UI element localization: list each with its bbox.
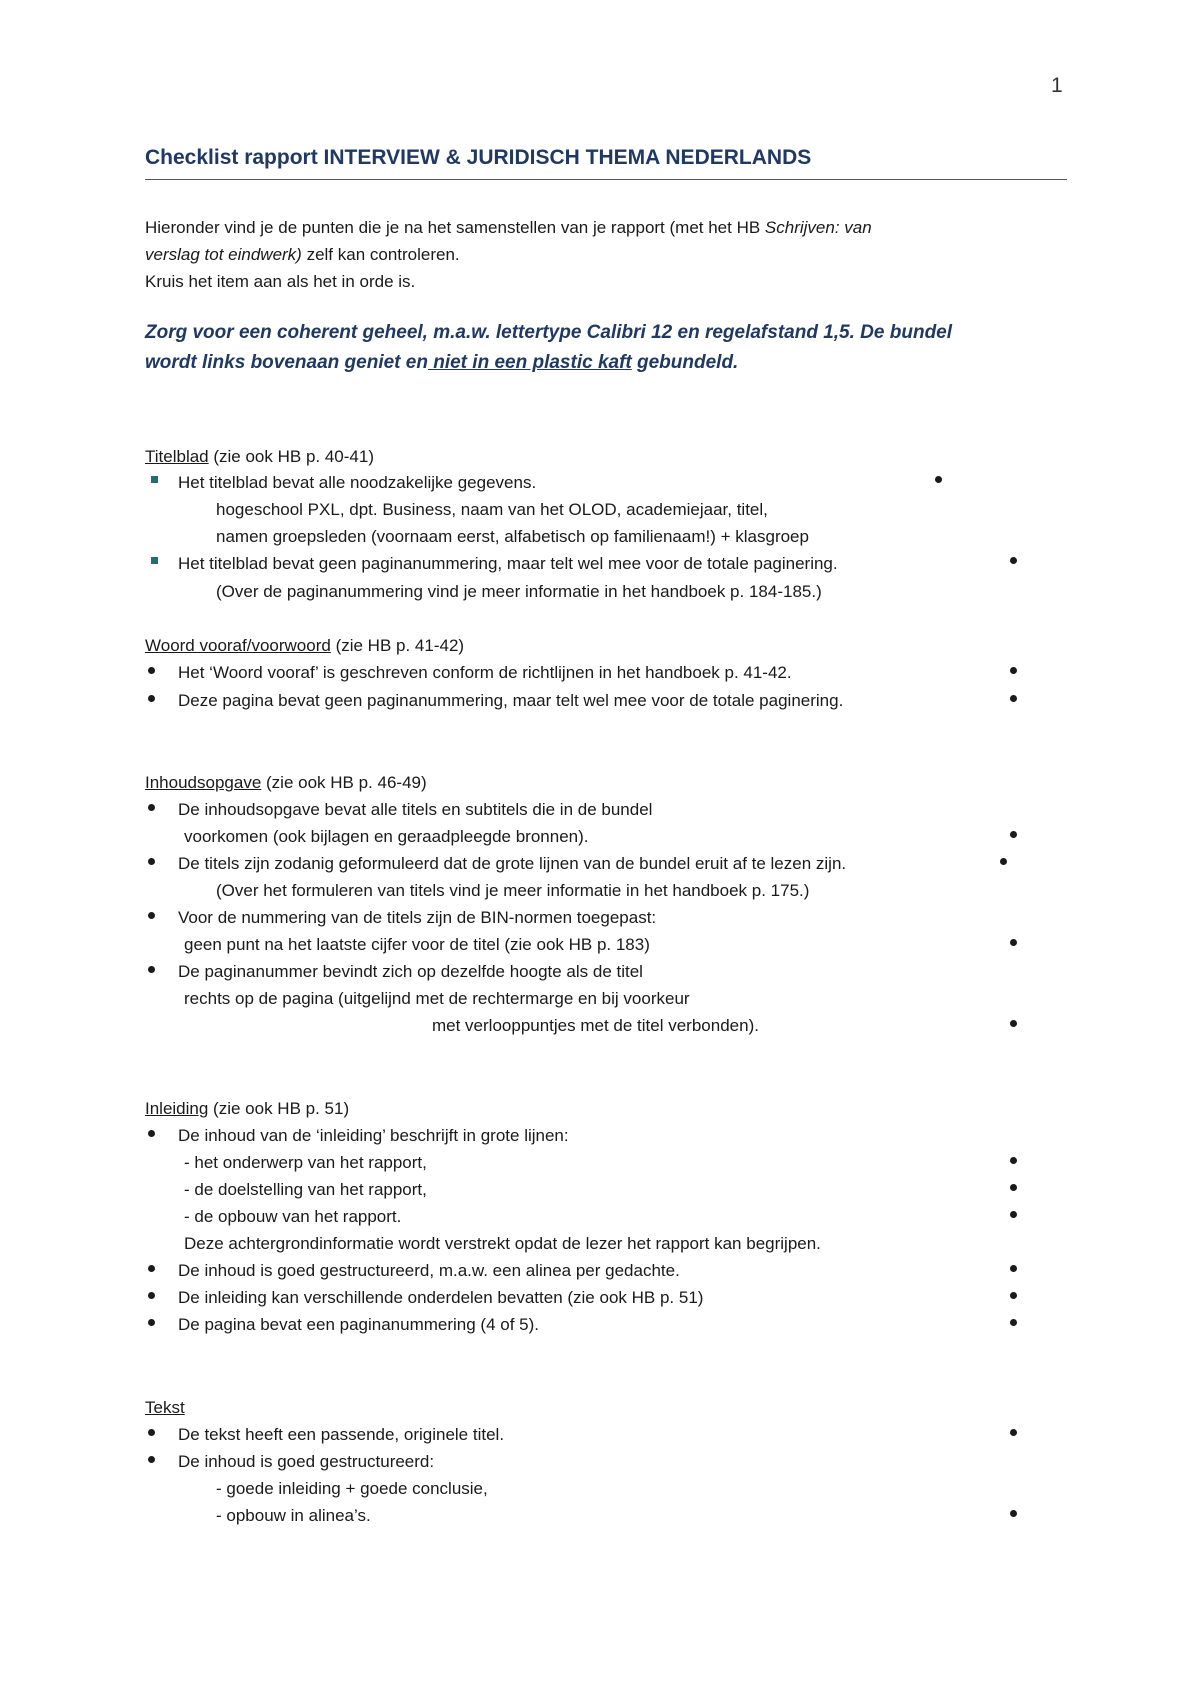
checkbox-dot-icon[interactable] bbox=[1010, 667, 1017, 674]
inleiding-item-3: De inleiding kan verschillende onderdelen bevatten (zie ook HB p. 51) bbox=[178, 1288, 704, 1307]
notice-underlined: niet in een plastic kaft bbox=[427, 352, 632, 373]
section-inleiding-heading bbox=[145, 1095, 349, 1122]
tekst-item-2: De inhoud is goed gestructureerd: bbox=[178, 1452, 435, 1471]
titelblad-item-1-sub-1: hogeschool PXL, dpt. Business, naam van het OLOD, academiejaar, titel, bbox=[216, 500, 768, 519]
bullet-icon bbox=[148, 804, 155, 811]
section-woord-vooraf-heading bbox=[145, 632, 464, 659]
heading-label: Woord vooraf/voorwoord bbox=[145, 636, 331, 655]
checkbox-dot-icon[interactable] bbox=[1010, 1510, 1017, 1517]
notice-line-1: Zorg voor een coherent geheel, m.a.w. lettertype Calibri 12 en regelafstand 1,5. De bundel bbox=[145, 322, 953, 343]
woord-vooraf-item-2: Deze pagina bevat geen paginanummering, maar telt wel mee voor de totale paginering. bbox=[178, 691, 844, 710]
checkbox-dot-icon[interactable] bbox=[1010, 1157, 1017, 1164]
notice-text: wordt links bovenaan geniet en bbox=[145, 352, 428, 373]
notice-text-end: gebundeld. bbox=[631, 352, 739, 373]
bullet-icon bbox=[148, 858, 155, 865]
square-bullet-icon bbox=[151, 476, 158, 483]
inhoudsopgave-item-2: De titels zijn zodanig geformuleerd dat de grote lijnen van de bundel eruit af te lezen zijn. bbox=[178, 854, 847, 873]
inhoudsopgave-item-4: De paginanummer bevindt zich op dezelfde hoogte als de titel bbox=[178, 962, 643, 981]
tekst-item-2-sub-2: - opbouw in alinea’s. bbox=[216, 1506, 371, 1525]
heading-label: Titelblad bbox=[145, 447, 209, 466]
intro-text-cont: zelf kan controleren. bbox=[301, 245, 460, 264]
page-number: 1 bbox=[1051, 74, 1063, 97]
checkbox-dot-icon[interactable] bbox=[1010, 1020, 1017, 1027]
heading-label: Tekst bbox=[145, 1398, 185, 1417]
square-bullet-icon bbox=[151, 557, 158, 564]
inhoudsopgave-item-1-sub: voorkomen (ook bijlagen en geraadpleegde bronnen). bbox=[184, 827, 589, 846]
inleiding-item-4: De pagina bevat een paginanummering (4 of 5). bbox=[178, 1315, 540, 1334]
bullet-icon bbox=[148, 1319, 155, 1326]
section-titelblad-heading bbox=[145, 443, 374, 470]
intro-line-1 bbox=[145, 214, 872, 241]
section-tekst-heading bbox=[145, 1394, 185, 1421]
inleiding-item-1-sub-2: - de doelstelling van het rapport, bbox=[184, 1180, 427, 1199]
titelblad-item-1: Het titelblad bevat alle noodzakelijke gegevens. bbox=[178, 473, 537, 492]
intro-text: Hieronder vind je de punten die je na het samenstellen van je rapport (met het HB bbox=[145, 218, 765, 237]
checkbox-dot-icon[interactable] bbox=[1010, 1265, 1017, 1272]
bullet-icon bbox=[148, 1456, 155, 1463]
section-inhoudsopgave-heading bbox=[145, 769, 427, 796]
inhoudsopgave-item-3-sub: geen punt na het laatste cijfer voor de titel (zie ook HB p. 183) bbox=[184, 935, 650, 954]
titelblad-item-2-sub: (Over de paginanummering vind je meer informatie in het handboek p. 184-185.) bbox=[216, 582, 822, 601]
tekst-item-2-sub-1: - goede inleiding + goede conclusie, bbox=[216, 1479, 488, 1498]
inhoudsopgave-item-3: Voor de nummering van de titels zijn de BIN-normen toegepast: bbox=[178, 908, 657, 927]
heading-ref: (zie ook HB p. 51) bbox=[208, 1099, 350, 1118]
inhoudsopgave-item-1: De inhoudsopgave bevat alle titels en subtitels die in de bundel bbox=[178, 800, 653, 819]
checkbox-dot-icon[interactable] bbox=[1010, 695, 1017, 702]
intro-book-title-cont: verslag tot eindwerk) bbox=[145, 245, 302, 264]
woord-vooraf-item-1: Het ‘Woord vooraf’ is geschreven conform de richtlijnen in het handboek p. 41-42. bbox=[178, 663, 792, 682]
inleiding-item-1: De inhoud van de ‘inleiding’ beschrijft in grote lijnen: bbox=[178, 1126, 569, 1145]
checkbox-dot-icon[interactable] bbox=[1010, 1292, 1017, 1299]
heading-ref: (zie ook HB p. 46-49) bbox=[261, 773, 427, 792]
bullet-icon bbox=[148, 912, 155, 919]
notice-line-2 bbox=[145, 352, 738, 374]
checkbox-dot-icon[interactable] bbox=[1010, 1211, 1017, 1218]
checkbox-dot-icon[interactable] bbox=[1010, 1429, 1017, 1436]
title-underline bbox=[145, 179, 1067, 180]
checkbox-dot-icon[interactable] bbox=[1000, 858, 1007, 865]
checkbox-dot-icon[interactable] bbox=[1010, 1319, 1017, 1326]
checkbox-dot-icon[interactable] bbox=[1010, 831, 1017, 838]
bullet-icon bbox=[148, 1265, 155, 1272]
inleiding-item-1-sub-1: - het onderwerp van het rapport, bbox=[184, 1153, 427, 1172]
bullet-icon bbox=[148, 1429, 155, 1436]
checkbox-dot-icon[interactable] bbox=[1010, 557, 1017, 564]
checkbox-dot-icon[interactable] bbox=[1010, 1184, 1017, 1191]
bullet-icon bbox=[148, 667, 155, 674]
titelblad-item-1-sub-2: namen groepsleden (voornaam eerst, alfabetisch op familienaam!) + klasgroep bbox=[216, 527, 809, 546]
inleiding-item-1-sub-3: - de opbouw van het rapport. bbox=[184, 1207, 402, 1226]
bullet-icon bbox=[148, 1292, 155, 1299]
titelblad-item-2: Het titelblad bevat geen paginanummering, maar telt wel mee voor de totale paginering. bbox=[178, 554, 838, 573]
inhoudsopgave-item-2-sub: (Over het formuleren van titels vind je meer informatie in het handboek p. 175.) bbox=[216, 881, 810, 900]
inhoudsopgave-item-4-sub-1: rechts op de pagina (uitgelijnd met de rechtermarge en bij voorkeur bbox=[184, 989, 690, 1008]
checkbox-dot-icon[interactable] bbox=[935, 476, 942, 483]
intro-line-2 bbox=[145, 241, 460, 268]
intro-book-title: Schrijven: van bbox=[764, 218, 872, 237]
heading-ref: (zie ook HB p. 40-41) bbox=[208, 447, 374, 466]
inleiding-item-1-sub-4: Deze achtergrondinformatie wordt verstrekt opdat de lezer het rapport kan begrijpen. bbox=[184, 1234, 821, 1253]
bullet-icon bbox=[148, 966, 155, 973]
intro-line-3: Kruis het item aan als het in orde is. bbox=[145, 272, 416, 291]
bullet-icon bbox=[148, 695, 155, 702]
heading-label: Inleiding bbox=[145, 1099, 209, 1118]
inhoudsopgave-item-4-sub-2: met verlooppuntjes met de titel verbonden). bbox=[432, 1016, 759, 1035]
tekst-item-1: De tekst heeft een passende, originele titel. bbox=[178, 1425, 505, 1444]
checkbox-dot-icon[interactable] bbox=[1010, 939, 1017, 946]
heading-label: Inhoudsopgave bbox=[145, 773, 262, 792]
heading-ref: (zie HB p. 41-42) bbox=[330, 636, 465, 655]
inleiding-item-2: De inhoud is goed gestructureerd, m.a.w. een alinea per gedachte. bbox=[178, 1261, 680, 1280]
bullet-icon bbox=[148, 1130, 155, 1137]
document-title: Checklist rapport INTERVIEW & JURIDISCH THEMA NEDERLANDS bbox=[145, 146, 812, 169]
